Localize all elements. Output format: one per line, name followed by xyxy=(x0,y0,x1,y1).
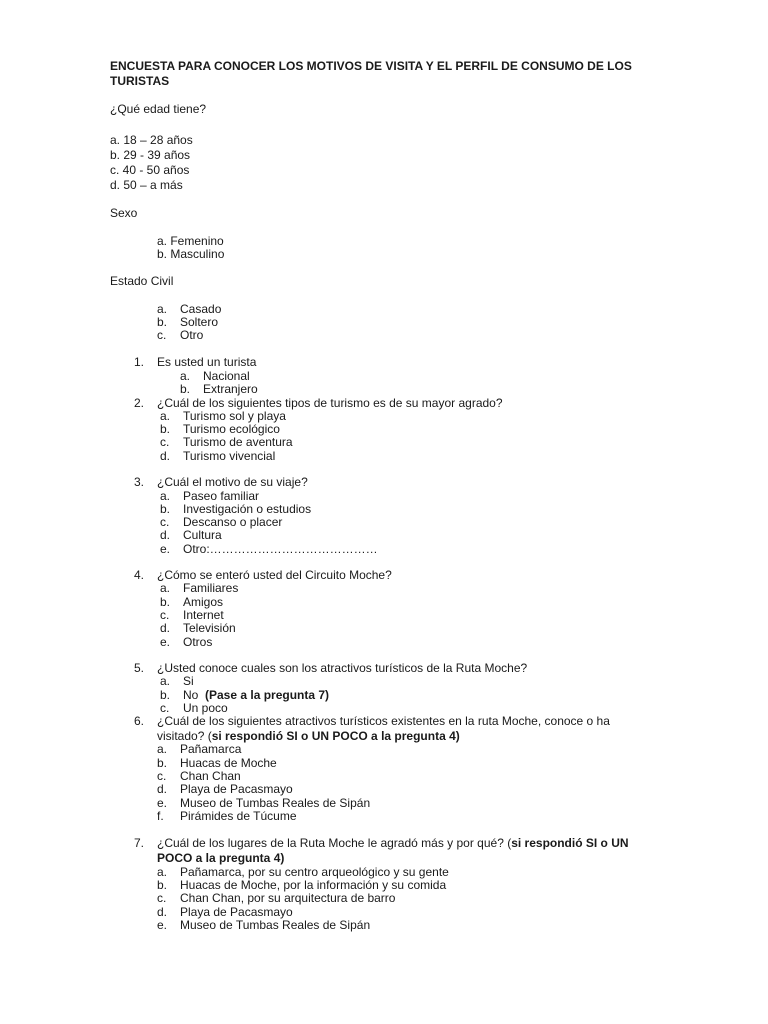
question-3-option: Descanso o placer xyxy=(183,515,283,529)
option-letter: d. xyxy=(157,905,168,919)
question-6-text-line-1: ¿Cuál de los siguientes atractivos turísticos existentes en la ruta Moche, conoce o ha xyxy=(157,714,610,728)
option-letter: d. xyxy=(160,528,171,542)
option-letter: c. xyxy=(157,891,167,905)
question-3-option: Otro:…………………………………… xyxy=(183,542,378,556)
question-7-option: Pañamarca, por su centro arqueológico y su gente xyxy=(180,865,449,879)
question-1-text: Es usted un turista xyxy=(157,355,257,369)
option-letter: a. xyxy=(157,302,168,316)
question-7-text-start: ¿Cuál de los lugares de la Ruta Moche le agradó más y por qué? ( xyxy=(157,836,512,850)
option-letter: a. xyxy=(180,369,191,383)
question-1-option: Extranjero xyxy=(203,382,258,396)
option-letter: d. xyxy=(157,782,168,796)
question-6-option: Museo de Tumbas Reales de Sipán xyxy=(180,796,371,810)
option-letter: b. xyxy=(160,422,171,436)
option-letter: b. xyxy=(157,878,168,892)
question-3-option: Cultura xyxy=(183,528,222,542)
option-letter: e. xyxy=(157,796,168,810)
question-number: 7. xyxy=(134,836,145,850)
question-7-text-line-1 xyxy=(157,836,629,850)
question-5-option: No xyxy=(183,688,199,702)
option-letter: b. xyxy=(160,595,171,609)
option-letter: b. xyxy=(157,315,168,329)
document-title-line-1: ENCUESTA PARA CONOCER LOS MOTIVOS DE VISITA Y EL PERFIL DE CONSUMO DE LOS xyxy=(110,59,632,73)
question-4-option: Internet xyxy=(183,608,224,622)
question-5-option: Un poco xyxy=(183,701,228,715)
question-6-option: Pañamarca xyxy=(180,742,242,756)
question-6-text-line-2 xyxy=(157,729,460,743)
question-6-option: Playa de Pacasmayo xyxy=(180,782,293,796)
document-title-line-2: TURISTAS xyxy=(110,74,170,88)
option-letter: b. xyxy=(157,756,168,770)
question-3-option: Paseo familiar xyxy=(183,489,260,503)
option-letter: c. xyxy=(160,515,170,529)
question-3-text: ¿Cuál el motivo de su viaje? xyxy=(157,475,308,489)
civil-status-option: Casado xyxy=(180,302,222,316)
question-6-option: Chan Chan xyxy=(180,769,241,783)
question-7-option: Museo de Tumbas Reales de Sipán xyxy=(180,918,371,932)
question-7-option: Huacas de Moche, por la información y su comida xyxy=(180,878,447,892)
civil-status-option: Soltero xyxy=(180,315,219,329)
question-4-option: Otros xyxy=(183,635,213,649)
option-letter: c. xyxy=(157,328,167,342)
question-2-option: Turismo vivencial xyxy=(183,449,276,463)
question-4-option: Amigos xyxy=(183,595,224,609)
question-6-condition: si respondió SI o UN POCO a la pregunta 4) xyxy=(211,729,460,743)
option-letter: b. xyxy=(180,382,191,396)
age-option: b. 29 - 39 años xyxy=(110,148,191,162)
question-2-option: Turismo de aventura xyxy=(183,435,293,449)
question-7-option: Chan Chan, por su arquitectura de barro xyxy=(180,891,396,905)
option-letter: c. xyxy=(160,701,170,715)
question-5-text: ¿Usted conoce cuales son los atractivos turísticos de la Ruta Moche? xyxy=(157,661,528,675)
question-number: 6. xyxy=(134,714,145,728)
question-number: 3. xyxy=(134,475,145,489)
option-letter: a. xyxy=(160,581,171,595)
question-2-option: Turismo ecológico xyxy=(183,422,280,436)
question-number: 1. xyxy=(134,355,145,369)
question-5-option: Si xyxy=(183,674,194,688)
question-4-option: Familiares xyxy=(183,581,239,595)
option-letter: f. xyxy=(157,809,164,823)
option-letter: c. xyxy=(160,435,170,449)
question-6-option: Huacas de Moche xyxy=(180,756,277,770)
option-letter: e. xyxy=(157,918,168,932)
sex-question: Sexo xyxy=(110,206,138,220)
option-letter: e. xyxy=(160,635,171,649)
option-letter: b. xyxy=(160,502,171,516)
question-3-option: Investigación o estudios xyxy=(183,502,312,516)
age-option: a. 18 – 28 años xyxy=(110,133,193,147)
option-letter: a. xyxy=(160,674,171,688)
age-option: d. 50 – a más xyxy=(110,178,183,192)
option-letter: d. xyxy=(160,621,171,635)
question-number: 2. xyxy=(134,396,145,410)
option-letter: a. xyxy=(157,742,168,756)
question-2-option: Turismo sol y playa xyxy=(183,409,286,423)
question-number: 4. xyxy=(134,568,145,582)
option-letter: c. xyxy=(157,769,167,783)
sex-option: b. Masculino xyxy=(157,247,225,261)
option-letter: d. xyxy=(160,449,171,463)
civil-status-question: Estado Civil xyxy=(110,274,174,288)
question-number: 5. xyxy=(134,661,145,675)
question-6-option: Pirámides de Túcume xyxy=(180,809,297,823)
question-6-text-start: visitado? ( xyxy=(157,729,212,743)
sex-option: a. Femenino xyxy=(157,234,224,248)
civil-status-option: Otro xyxy=(180,328,204,342)
option-letter: a. xyxy=(160,409,171,423)
question-7-option: Playa de Pacasmayo xyxy=(180,905,293,919)
age-option: c. 40 - 50 años xyxy=(110,163,190,177)
option-letter: c. xyxy=(160,608,170,622)
skip-instruction: (Pase a la pregunta 7) xyxy=(205,688,330,702)
option-letter: e. xyxy=(160,542,171,556)
question-2-text: ¿Cuál de los siguientes tipos de turismo es de su mayor agrado? xyxy=(157,396,503,410)
question-4-text: ¿Cómo se enteró usted del Circuito Moche? xyxy=(157,568,392,582)
age-question: ¿Qué edad tiene? xyxy=(110,102,207,116)
question-7-condition: si respondió SI o UN xyxy=(511,836,629,850)
question-7-text-line-2: POCO a la pregunta 4) xyxy=(157,851,285,865)
question-4-option: Televisión xyxy=(183,621,236,635)
option-letter: a. xyxy=(160,489,171,503)
question-1-option: Nacional xyxy=(203,369,250,383)
option-letter: a. xyxy=(157,865,168,879)
option-letter: b. xyxy=(160,688,171,702)
